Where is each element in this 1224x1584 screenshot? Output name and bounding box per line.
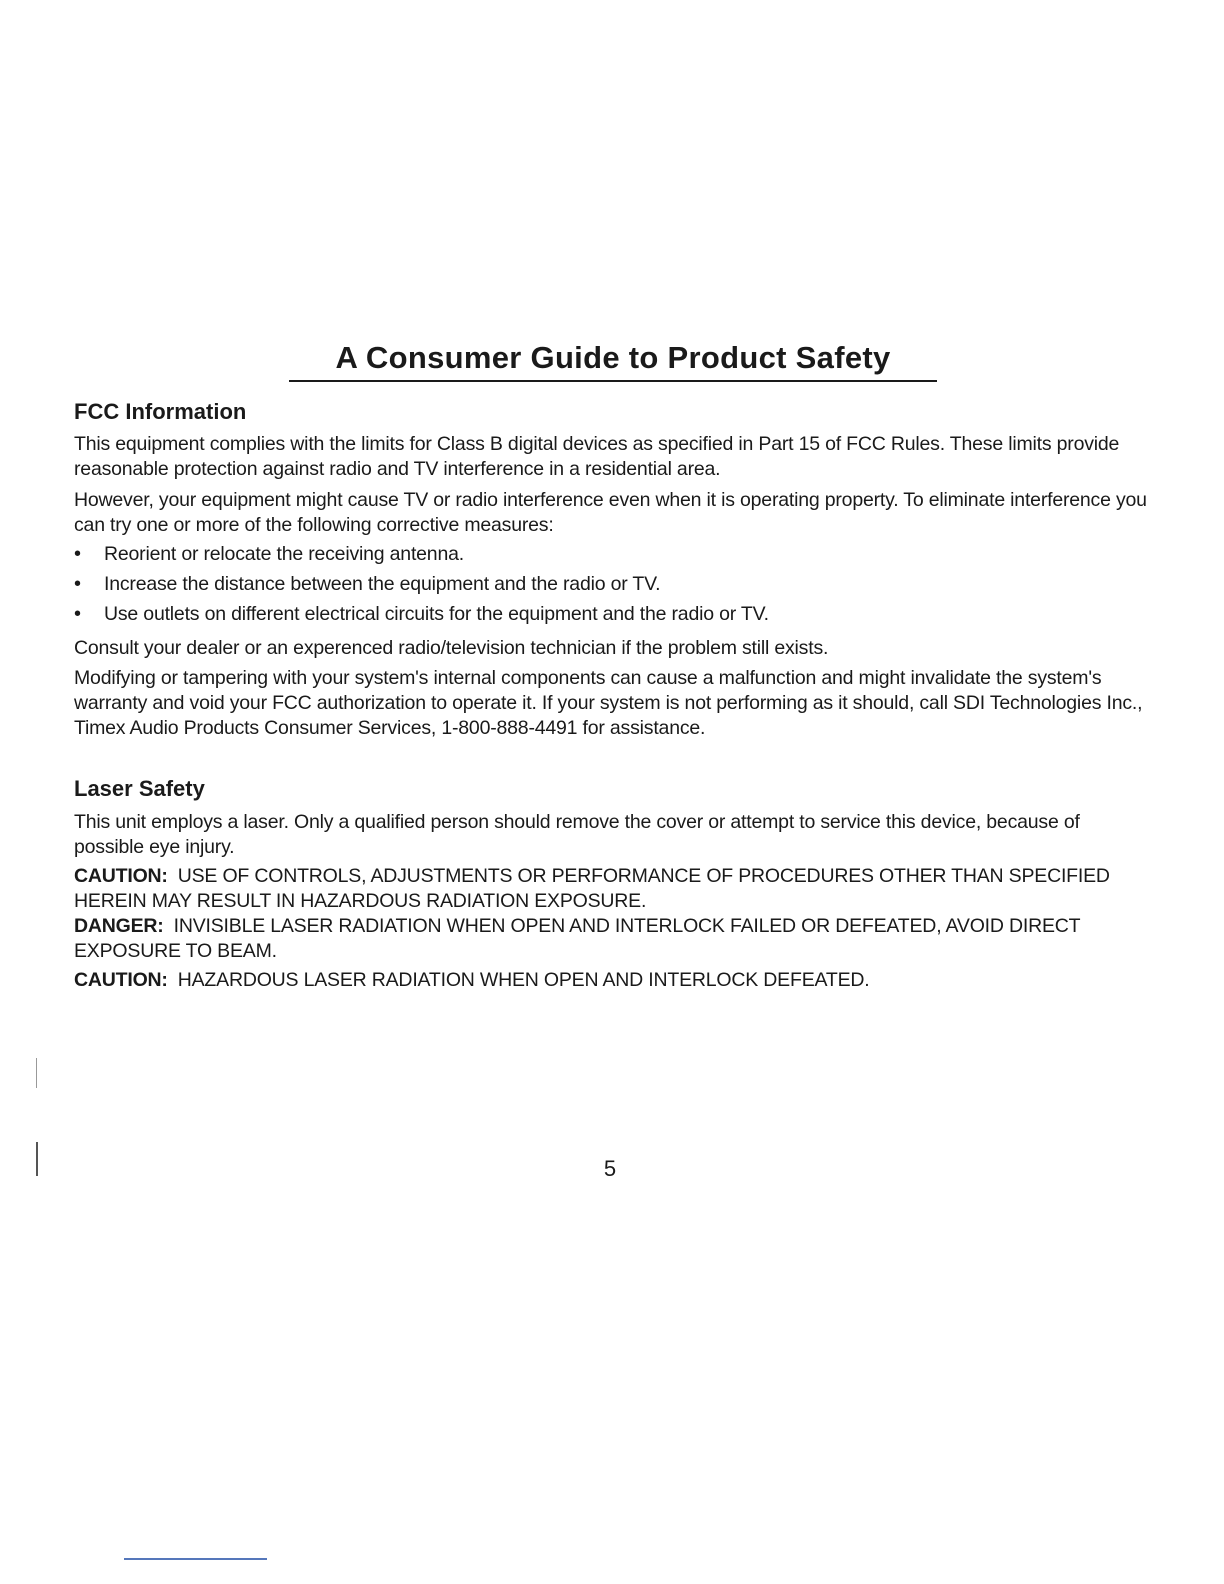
list-item: • Increase the distance between the equipment and the radio or TV.	[74, 572, 1154, 602]
fcc-paragraph-interference: However, your equipment might cause TV or radio interference even when it is operating property. To eliminate interference you can try one or more of the following corrective measures:	[74, 489, 1147, 536]
fcc-heading: FCC Information	[74, 399, 247, 424]
laser-heading: Laser Safety	[74, 776, 205, 801]
scan-artifact-line	[124, 1558, 267, 1560]
caution-label: CAUTION:	[74, 969, 168, 991]
page-title: A Consumer Guide to Product Safety	[335, 340, 891, 375]
fcc-paragraph-compliance: This equipment complies with the limits for Class B digital devices as specified in Part 15 of FCC Rules. These limits provide reasonable protection against radio and TV interference in a residential area.	[74, 433, 1120, 480]
list-item: • Use outlets on different electrical circuits for the equipment and the radio or TV.	[74, 602, 1154, 632]
title-underline	[289, 380, 937, 382]
scan-artifact	[36, 1142, 38, 1176]
fcc-paragraph-warranty: Modifying or tampering with your system's internal components can cause a malfunction and might invalidate the system's warranty and void your FCC authorization to operate it. If your system is not performing as it should, call SDI Technologies Inc., Timex Audio Products Consumer Services, 1-800-888-4491 for assistance.	[74, 667, 1143, 739]
fcc-corrective-measures-list	[74, 542, 1154, 632]
scan-artifact	[36, 1058, 37, 1088]
laser-paragraph-intro: This unit employs a laser. Only a qualified person should remove the cover or attempt to service this device, because of possible eye injury.	[74, 811, 1080, 858]
fcc-paragraph-consult: Consult your dealer or an experenced radio/television technician if the problem still exists.	[74, 637, 829, 659]
caution-warning-interlock	[74, 968, 1154, 993]
page-number: 5	[603, 1156, 617, 1181]
caution-label: CAUTION:	[74, 865, 168, 887]
caution-text: USE OF CONTROLS, ADJUSTMENTS OR PERFORMANCE OF PROCEDURES OTHER THAN SPECIFIED HEREIN MAY RESULT IN HAZARDOUS RADIATION EXPOSURE.	[74, 865, 1110, 912]
caution-warning-procedures	[74, 864, 1154, 914]
danger-label: DANGER:	[74, 915, 164, 937]
caution-text: HAZARDOUS LASER RADIATION WHEN OPEN AND INTERLOCK DEFEATED.	[177, 969, 870, 991]
danger-text: INVISIBLE LASER RADIATION WHEN OPEN AND INTERLOCK FAILED OR DEFEATED, AVOID DIRECT EXPOSURE TO BEAM.	[74, 915, 1081, 962]
danger-warning	[74, 914, 1154, 964]
list-item: • Reorient or relocate the receiving antenna.	[74, 542, 1154, 572]
